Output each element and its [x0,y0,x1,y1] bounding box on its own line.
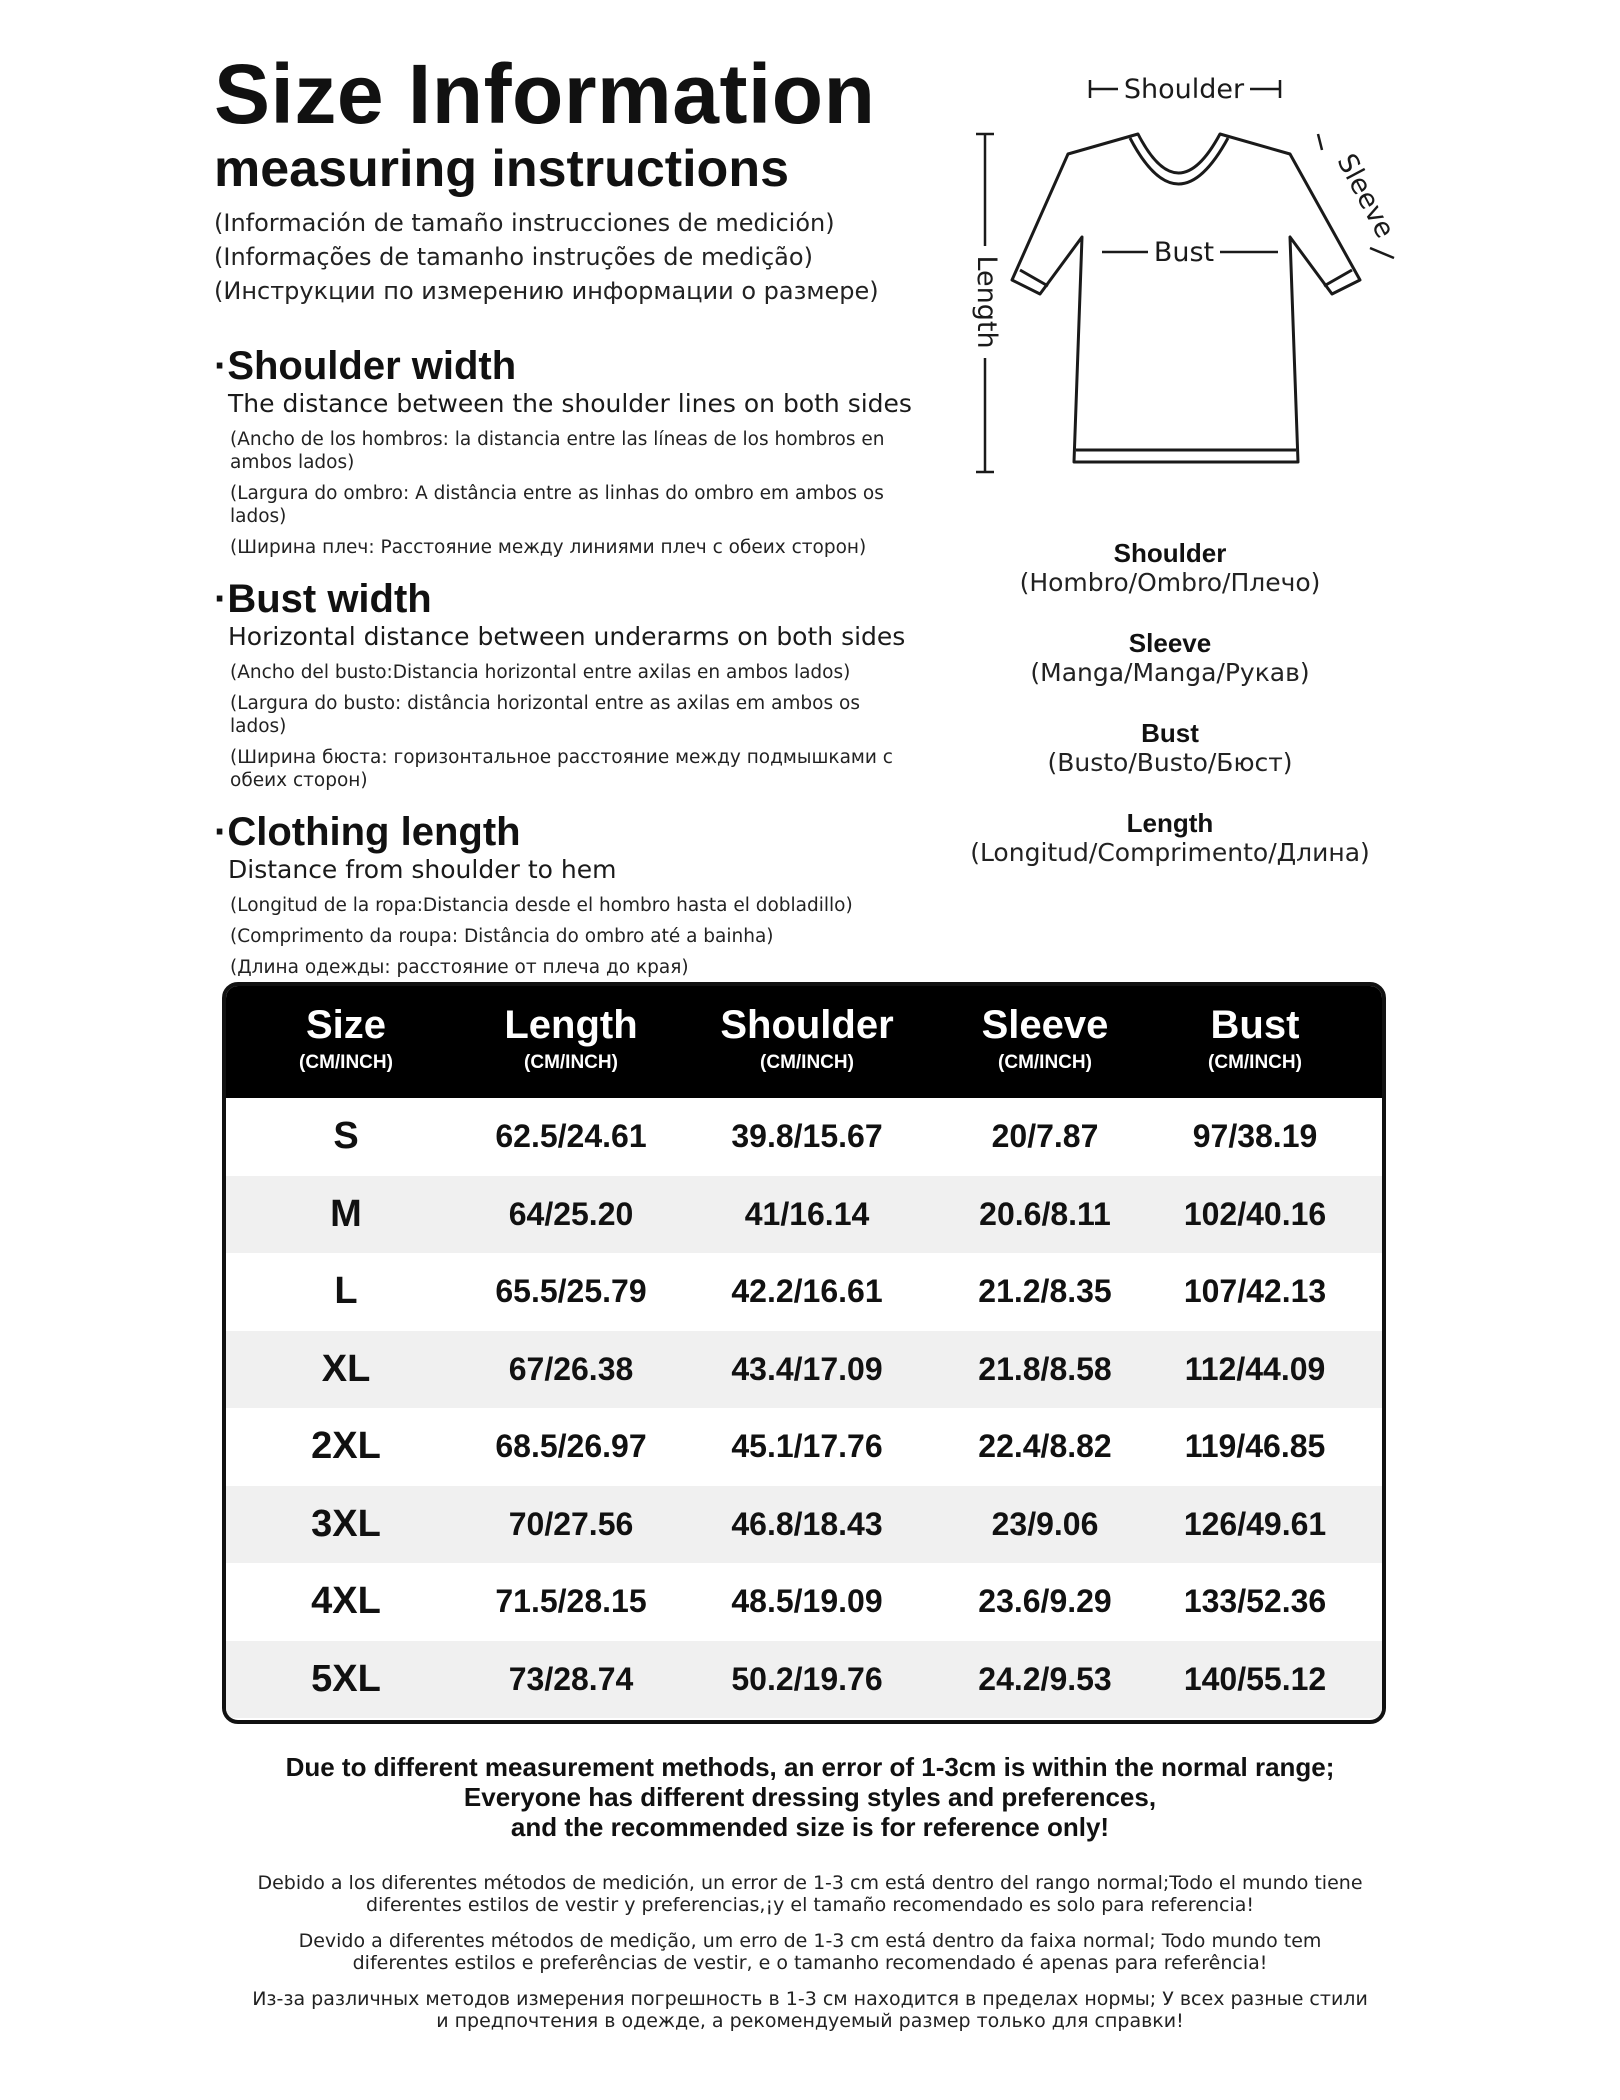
table-row [226,1486,1382,1564]
column-header-label: Shoulder [720,1003,894,1047]
cell-size: L [334,1270,358,1313]
cell-size: M [330,1192,362,1235]
column-header-unit: (CM/INCH) [760,1052,854,1073]
cell-bust: 112/44.09 [1184,1350,1326,1387]
diagram-legend [960,538,1380,898]
legend-item-sleeve [960,628,1380,688]
column-header-unit: (CM/INCH) [1208,1052,1302,1073]
diagram-label-sleeve: Sleeve [1330,148,1401,244]
cell-size: XL [321,1347,371,1390]
cell-shoulder: 48.5/19.09 [731,1583,883,1620]
section-bust-width [214,577,914,792]
table-row [226,1563,1382,1641]
cell-length: 62.5/24.61 [495,1118,647,1155]
section-note-ru: (Длина одежды: расстояние от плеча до края) [230,957,689,978]
v-neck-tshirt-icon [960,62,1410,482]
column-header-length [466,986,676,1098]
column-header-label: Bust [1210,1003,1300,1047]
legend-item-length [960,808,1380,868]
cell-shoulder: 39.8/15.67 [731,1118,883,1155]
section-note-es: (Ancho de los hombros: la distancia entre las líneas de los hombros en ambos lados) [230,429,885,473]
cell-shoulder: 50.2/19.76 [731,1660,883,1697]
disclaimer-russian-line: и предпочтения в одежде, а рекомендуемый размер только для справки! [436,2010,1184,2032]
diagram-label-bust: Bust [1153,237,1215,268]
page-title: Size Information [214,47,876,141]
cell-shoulder: 41/16.14 [744,1195,870,1232]
disclaimer [180,1752,1440,2032]
legend-item-shoulder [960,538,1380,598]
disclaimer-english-line: Due to different measurement methods, an error of 1-3cm is within the normal range; [285,1752,1335,1782]
column-header-sleeve [938,986,1152,1098]
column-header-shoulder [676,986,938,1098]
disclaimer-english-line: Everyone has different dressing styles and preferences, [463,1782,1157,1812]
section-description: Horizontal distance between underarms on both sides [228,622,906,651]
table-row [226,1253,1382,1331]
disclaimer-spanish-line: Debido a los diferentes métodos de medición, un error de 1-3 cm está dentro del rango normal;Todo el mundo tiene [257,1872,1363,1894]
cell-bust: 102/40.16 [1183,1195,1327,1232]
cell-length: 73/28.74 [508,1660,634,1697]
legend-term: Shoulder [1113,538,1227,568]
cell-sleeve: 20.6/8.11 [979,1195,1111,1232]
cell-length: 64/25.20 [508,1195,634,1232]
subtitle-translation-ru: (Инструкции по измерению информации о размере) [214,277,879,305]
subtitle-translations [214,206,914,308]
disclaimer-portuguese-line: diferentes estilos e preferências de vestir, e o tamanho recomendado é apenas para referência! [352,1952,1268,1974]
cell-shoulder: 45.1/17.76 [731,1428,883,1465]
table-row [226,1408,1382,1486]
section-note-pt: (Largura do busto: distância horizontal entre as axilas em ambos os lados) [230,693,860,737]
column-header-size [226,986,466,1098]
disclaimer-spanish-line: diferentes estilos de vestir y preferencias,¡y el tamaño recomendado es solo para referencia! [365,1894,1255,1916]
legend-term: Bust [1141,718,1199,748]
cell-length: 68.5/26.97 [495,1428,647,1465]
page-subtitle: measuring instructions [214,140,789,198]
section-heading: ·Bust width [214,577,432,621]
cell-sleeve: 23.6/9.29 [978,1583,1112,1620]
table-body [226,1098,1382,1718]
column-header-unit: (CM/INCH) [998,1052,1092,1073]
cell-bust: 107/42.13 [1183,1273,1327,1310]
section-clothing-length [214,810,914,979]
subtitle-translation-es: (Información de tamaño instrucciones de medición) [214,209,835,237]
diagram-label-shoulder: Shoulder [1123,74,1245,105]
legend-translation: (Busto/Busto/Бюст) [1047,748,1293,777]
cell-sleeve: 21.2/8.35 [978,1273,1112,1310]
cell-sleeve: 21.8/8.58 [978,1350,1112,1387]
section-description: The distance between the shoulder lines on both sides [228,389,912,418]
cell-size: 2XL [311,1425,381,1468]
cell-bust: 119/46.85 [1184,1428,1326,1465]
section-note-ru: (Ширина плеч: Расстояние между линиями плеч с обеих сторон) [230,537,867,558]
size-table [222,982,1386,1724]
cell-bust: 126/49.61 [1183,1505,1327,1542]
cell-length: 70/27.56 [508,1505,634,1542]
cell-size: 4XL [311,1580,381,1623]
measurement-diagram [960,62,1410,482]
cell-size: 3XL [311,1502,381,1545]
instructions-column [214,48,914,979]
table-row [226,1098,1382,1176]
column-header-bust [1152,986,1358,1098]
cell-size: 5XL [311,1657,381,1700]
section-note-pt: (Comprimento da roupa: Distância do ombro até a bainha) [230,926,774,947]
section-description: Distance from shoulder to hem [228,855,617,884]
legend-translation: (Manga/Manga/Рукав) [1030,658,1310,687]
cell-length: 71.5/28.15 [495,1583,647,1620]
section-note-pt: (Largura do ombro: A distância entre as linhas do ombro em ambos os lados) [230,483,884,527]
legend-term: Length [1126,808,1214,838]
section-note-ru: (Ширина бюста: горизонтальное расстояние между подмышками с обеих сторон) [230,747,893,791]
cell-sleeve: 22.4/8.82 [978,1428,1112,1465]
cell-length: 67/26.38 [508,1350,634,1387]
column-header-label: Length [504,1003,638,1047]
column-header-unit: (CM/INCH) [299,1052,393,1073]
cell-shoulder: 43.4/17.09 [731,1350,883,1387]
table-row [226,1176,1382,1254]
cell-shoulder: 42.2/16.61 [731,1273,883,1310]
column-header-unit: (CM/INCH) [524,1052,618,1073]
cell-bust: 97/38.19 [1192,1118,1318,1155]
legend-term: Sleeve [1128,628,1212,658]
cell-shoulder: 46.8/18.43 [731,1505,883,1542]
section-heading: ·Clothing length [214,810,521,854]
legend-translation: (Hombro/Ombro/Плечо) [1019,568,1321,597]
disclaimer-english-line: and the recommended size is for reference only! [510,1812,1110,1842]
disclaimer-russian-line: Из-за различных методов измерения погрешность в 1-3 см находится в пределах нормы; У всех разные стили [252,1988,1368,2010]
section-note-es: (Ancho del busto:Distancia horizontal entre axilas en ambos lados) [230,662,851,683]
cell-bust: 133/52.36 [1183,1583,1327,1620]
cell-sleeve: 24.2/9.53 [978,1660,1112,1697]
cell-sleeve: 20/7.87 [991,1118,1099,1155]
table-row [226,1641,1382,1719]
column-header-label: Sleeve [981,1003,1109,1047]
section-shoulder-width [214,344,914,559]
table-row [226,1331,1382,1409]
column-header-label: Size [305,1003,387,1047]
table-header [226,986,1382,1098]
subtitle-translation-pt: (Informações de tamanho instruções de medição) [214,243,813,271]
legend-translation: (Longitud/Comprimento/Длина) [970,838,1370,867]
disclaimer-portuguese-line: Devido a diferentes métodos de medição, um erro de 1-3 cm está dentro da faixa normal; Todo mundo tem [298,1930,1322,1952]
cell-size: S [333,1115,359,1158]
legend-item-bust [960,718,1380,778]
diagram-label-length: Length [971,255,1002,349]
cell-length: 65.5/25.79 [495,1273,647,1310]
section-note-es: (Longitud de la ropa:Distancia desde el hombro hasta el dobladillo) [230,895,853,916]
cell-sleeve: 23/9.06 [991,1505,1099,1542]
section-heading: ·Shoulder width [214,344,517,388]
cell-bust: 140/55.12 [1183,1660,1327,1697]
